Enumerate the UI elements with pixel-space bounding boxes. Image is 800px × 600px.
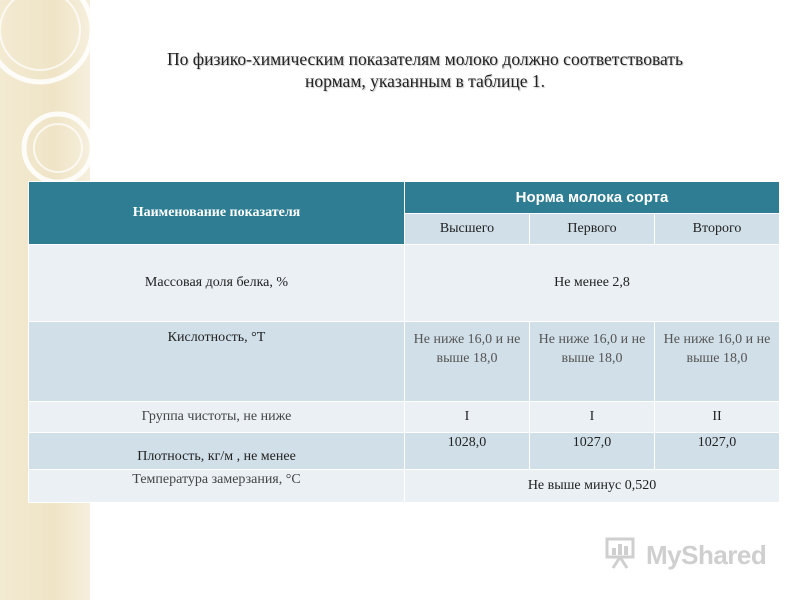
row-label-purity: Группа чистоты, не ниже bbox=[29, 402, 405, 433]
table-row bbox=[29, 433, 780, 470]
row-label-freezing-temp: Температура замерзания, °С bbox=[29, 470, 405, 503]
row-label-protein: Массовая доля белка, % bbox=[29, 245, 405, 322]
header-grade-highest: Высшего bbox=[405, 213, 530, 245]
table-row bbox=[29, 322, 780, 402]
cell-purity-first: I bbox=[530, 402, 655, 433]
cell-acidity-second: Не ниже 16,0 и не выше 18,0 bbox=[655, 322, 780, 402]
header-grade-first: Первого bbox=[530, 213, 655, 245]
cell-density-highest: 1028,0 bbox=[405, 433, 530, 470]
header-grade-second: Второго bbox=[655, 213, 780, 245]
cell-purity-highest: I bbox=[405, 402, 530, 433]
row-label-acidity: Кислотность, °Т bbox=[29, 322, 405, 402]
cell-density-second: 1027,0 bbox=[655, 433, 780, 470]
header-milk-grade-norm: Норма молока сорта bbox=[405, 182, 780, 214]
watermark-text: MyShared bbox=[646, 539, 767, 570]
row-value-protein: Не менее 2,8 bbox=[405, 245, 780, 322]
heading-line-1: По физико-химическим показателям молоко должно соответствовать bbox=[167, 49, 683, 69]
table-row bbox=[29, 245, 780, 322]
slide-heading bbox=[95, 48, 755, 92]
myshared-watermark bbox=[604, 538, 766, 572]
table-row bbox=[29, 402, 780, 433]
presentation-board-icon bbox=[604, 536, 640, 575]
cell-density-first: 1027,0 bbox=[530, 433, 655, 470]
table-row bbox=[29, 470, 780, 503]
cell-purity-second: II bbox=[655, 402, 780, 433]
header-indicator-name: Наименование показателя bbox=[29, 182, 405, 245]
milk-norms-table bbox=[28, 181, 780, 503]
heading-line-2: нормам, указанным в таблице 1. bbox=[305, 71, 545, 91]
cell-acidity-highest: Не ниже 16,0 и не выше 18,0 bbox=[405, 322, 530, 402]
row-value-freezing-temp: Не выше минус 0,520 bbox=[405, 470, 780, 503]
cell-acidity-first: Не ниже 16,0 и не выше 18,0 bbox=[530, 322, 655, 402]
row-label-density: Плотность, кг/м , не менее bbox=[29, 433, 405, 470]
